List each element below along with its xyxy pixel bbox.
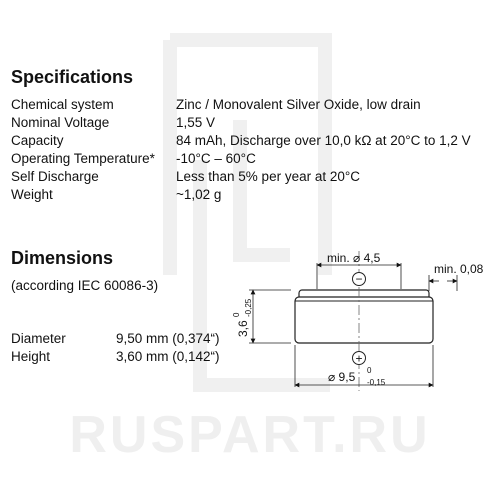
spec-row-operating-temperature (11, 151, 491, 169)
spec-row-self-discharge (11, 169, 491, 187)
dimension-label: Height (11, 349, 51, 364)
specifications-heading: Specifications (11, 67, 134, 87)
spec-label: Nominal Voltage (11, 115, 110, 130)
dimensions-note: (according IEC 60086-3) (11, 278, 159, 293)
svg-text:3,6: 3,6 (236, 320, 250, 337)
spec-row-nominal-voltage (11, 115, 491, 133)
spec-row-weight (11, 187, 491, 205)
spec-row-capacity (11, 133, 491, 151)
svg-text:-0,25: -0,25 (244, 298, 253, 317)
battery-body (295, 297, 433, 343)
spec-value: -10°C – 60°C (176, 151, 256, 166)
spec-value: ~1,02 g (176, 187, 222, 202)
svg-text:0: 0 (232, 312, 241, 317)
spec-value: 1,55 V (176, 115, 216, 130)
positive-symbol: + (355, 351, 363, 366)
dimension-value: 9,50 mm (0,374“) (116, 331, 220, 346)
spec-row-chemical-system (11, 97, 491, 115)
spec-value: Less than 5% per year at 20°C (176, 169, 361, 184)
diameter-tol-lower: -0,15 (367, 378, 386, 387)
dimensions-heading: Dimensions (11, 248, 114, 268)
diameter-label: ⌀ 9,5 (328, 370, 356, 384)
min-gap-label: min. 0,08 (434, 262, 484, 276)
spec-label: Operating Temperature* (11, 151, 155, 166)
spec-value: Zinc / Monovalent Silver Oxide, low drain (176, 97, 421, 112)
spec-label: Capacity (11, 133, 64, 148)
spec-label: Chemical system (11, 97, 114, 112)
watermark-text: RUSPART.RU (69, 406, 431, 464)
negative-symbol: − (355, 272, 363, 286)
spec-value: 84 mAh, Discharge over 10,0 kΩ at 20°C to 1,2 V (176, 133, 471, 148)
spec-label: Weight (11, 187, 53, 202)
spec-label: Self Discharge (11, 169, 99, 184)
height-dimension-label (232, 298, 253, 337)
dimension-label: Diameter (11, 331, 66, 346)
dimension-value: 3,60 mm (0,142“) (116, 349, 220, 364)
battery-drawing (225, 245, 495, 395)
top-dimension-label: min. ⌀ 4,5 (327, 251, 381, 265)
diameter-tol-upper: 0 (367, 366, 372, 375)
